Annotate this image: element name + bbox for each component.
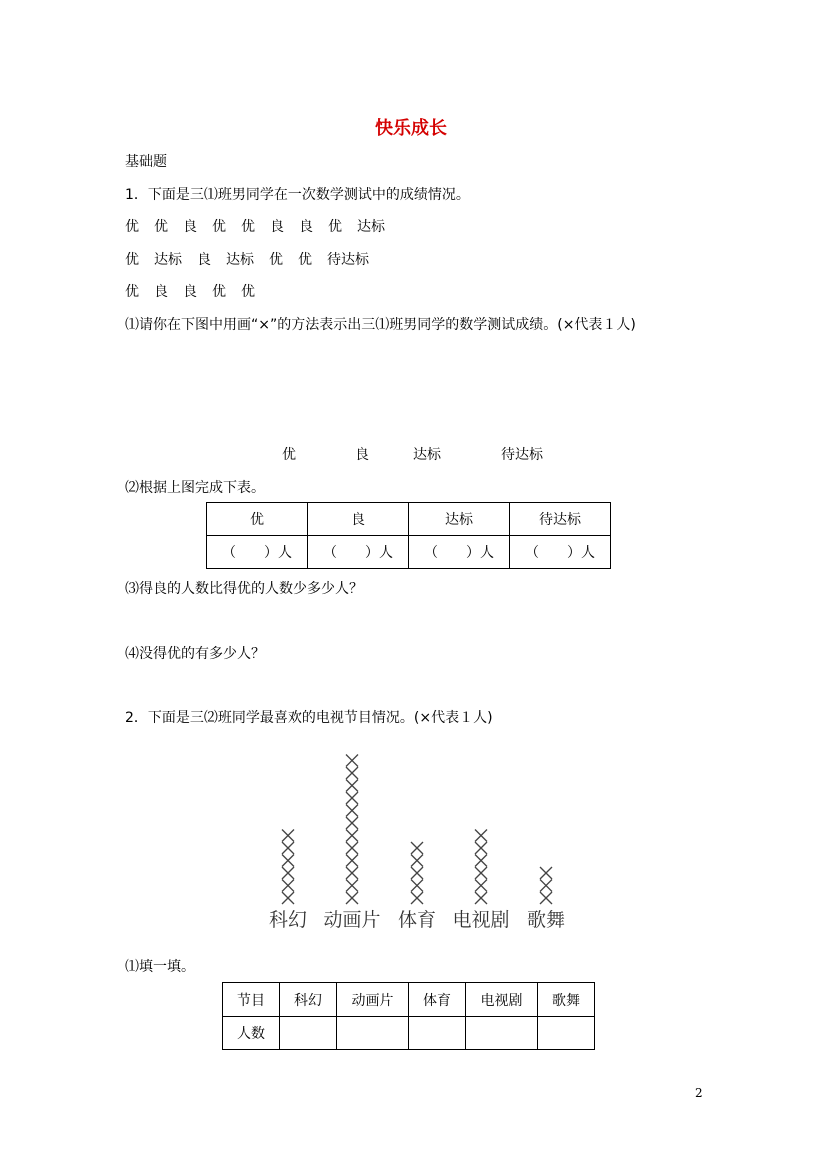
x-marker: [411, 880, 423, 892]
x-marker: [282, 880, 294, 892]
table-header: 待达标: [510, 503, 611, 536]
table-header: 科幻: [280, 983, 337, 1017]
grade-word: 待达标: [327, 252, 369, 268]
table-header: 达标: [409, 503, 510, 536]
x-marker: [411, 867, 423, 879]
grade-word: 优: [154, 219, 168, 235]
x-marker: [346, 805, 358, 817]
grade-word: 优: [125, 219, 139, 235]
grade-table: [206, 502, 611, 569]
x-marker: [346, 867, 358, 879]
axis-label-liang: 良: [355, 447, 369, 463]
x-marker: [411, 855, 423, 867]
x-marker: [346, 792, 358, 804]
category-label: 动画片: [323, 909, 381, 931]
grade-row-3: [125, 281, 255, 301]
answer-cell[interactable]: [538, 1017, 595, 1050]
section-heading: 基础题: [125, 154, 167, 170]
grade-word: 优: [212, 284, 226, 300]
answer-blank[interactable]: （ ）人: [510, 536, 611, 569]
x-marker: [540, 892, 552, 904]
category-label: 电视剧: [452, 909, 510, 931]
grade-word: 良: [154, 284, 168, 300]
table-header: 节目: [223, 983, 280, 1017]
x-marker: [282, 867, 294, 879]
table-header: 优: [207, 503, 308, 536]
x-marker: [346, 830, 358, 842]
answer-cell[interactable]: [280, 1017, 337, 1050]
table-header: 歌舞: [538, 983, 595, 1017]
q2-stem: 2．下面是三⑵班同学最喜欢的电视节目情况。(×代表１人): [125, 710, 493, 726]
grade-word: 达标: [226, 252, 254, 268]
table-header: 体育: [409, 983, 466, 1017]
x-marker: [475, 842, 487, 854]
page-number: 2: [695, 1086, 703, 1100]
q2-sub1: ⑴填一填。: [125, 959, 195, 975]
x-marker: [475, 855, 487, 867]
grade-word: 优: [212, 219, 226, 235]
grade-row-2: [125, 249, 369, 269]
row-label: 人数: [223, 1017, 280, 1050]
program-table: [222, 982, 595, 1050]
grade-word: 优: [328, 219, 342, 235]
x-marker: [346, 817, 358, 829]
answer-blank[interactable]: （ ）人: [308, 536, 409, 569]
table-header: 电视剧: [466, 983, 538, 1017]
grade-word: 优: [241, 284, 255, 300]
category-label: 科幻: [268, 909, 308, 931]
grade-word: 达标: [154, 252, 182, 268]
x-marker: [540, 867, 552, 879]
grade-word: 优: [269, 252, 283, 268]
table-header: 良: [308, 503, 409, 536]
q1-sub2: ⑵根据上图完成下表。: [125, 480, 265, 496]
grade-word: 良: [183, 284, 197, 300]
answer-cell[interactable]: [409, 1017, 466, 1050]
x-marker: [540, 880, 552, 892]
answer-blank[interactable]: （ ）人: [207, 536, 308, 569]
axis-label-you: 优: [282, 447, 296, 463]
x-marker: [475, 867, 487, 879]
grade-word: 良: [270, 219, 284, 235]
x-marker: [346, 892, 358, 904]
grade-word: 良: [299, 219, 313, 235]
grade-word: 达标: [357, 219, 385, 235]
x-marker: [282, 855, 294, 867]
grade-word: 优: [298, 252, 312, 268]
grade-word: 优: [125, 284, 139, 300]
grade-word: 优: [125, 252, 139, 268]
x-marker: [475, 880, 487, 892]
x-marker: [346, 755, 358, 767]
x-marker: [282, 842, 294, 854]
category-label: 歌舞: [526, 909, 566, 931]
axis-label-daidabiao: 待达标: [501, 447, 543, 463]
q1-sub3: ⑶得良的人数比得优的人数少多少人？: [125, 581, 363, 597]
x-marker: [282, 892, 294, 904]
x-marker: [346, 767, 358, 779]
table-header: 动画片: [337, 983, 409, 1017]
x-marker: [346, 855, 358, 867]
x-marker: [411, 842, 423, 854]
page-title: 快乐成长: [375, 118, 447, 139]
x-marker: [346, 880, 358, 892]
category-label: 体育: [397, 909, 437, 931]
answer-cell[interactable]: [337, 1017, 409, 1050]
answer-blank[interactable]: （ ）人: [409, 536, 510, 569]
x-marker: [346, 842, 358, 854]
x-marker: [346, 780, 358, 792]
x-marker: [282, 830, 294, 842]
q1-sub1: ⑴请你在下图中用画“×”的方法表示出三⑴班男同学的数学测试成绩。(×代表１人): [125, 317, 636, 333]
grade-row-1: [125, 216, 385, 236]
x-marker: [411, 892, 423, 904]
grade-word: 优: [241, 219, 255, 235]
axis-label-dabiao: 达标: [413, 447, 441, 463]
grade-word: 良: [197, 252, 211, 268]
answer-cell[interactable]: [466, 1017, 538, 1050]
grade-word: 良: [183, 219, 197, 235]
x-marker: [475, 830, 487, 842]
x-marker: [475, 892, 487, 904]
q1-sub4: ⑷没得优的有多少人？: [125, 646, 265, 662]
pictograph-chart: [260, 740, 590, 935]
q1-stem: 1．下面是三⑴班男同学在一次数学测试中的成绩情况。: [125, 187, 470, 203]
